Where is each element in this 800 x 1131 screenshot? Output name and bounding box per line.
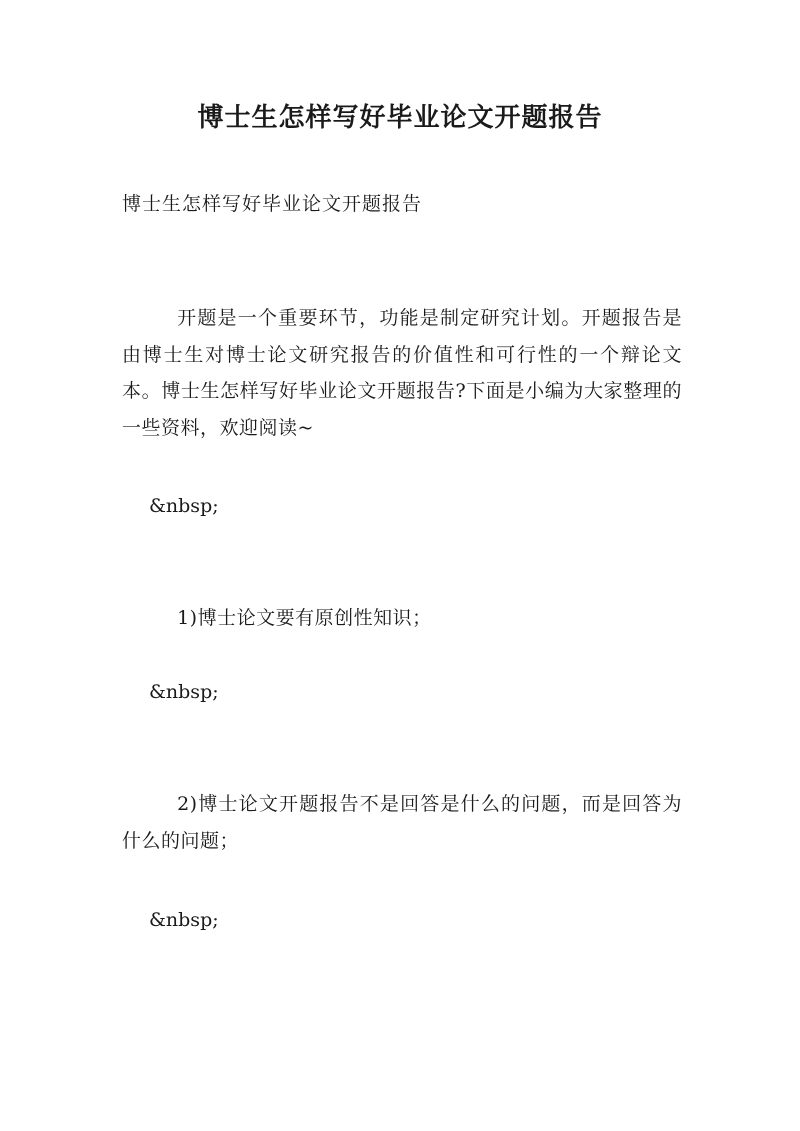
nbsp-placeholder-text: &nbsp; (149, 681, 219, 703)
document-subtitle: 博士生怎样写好毕业论文开题报告 (122, 193, 423, 215)
nbsp-placeholder-text: &nbsp; (149, 495, 219, 517)
intro-paragraph: 开题是一个重要环节，功能是制定研究计划。开题报告是由博士生对博士论文研究报告的价值性和可行性的一个辩论文本。博士生怎样写好毕业论文开题报告?下面是小编为大家整理的一些资料，欢迎阅读~ (122, 307, 682, 439)
point-1-paragraph: 1)博士论文要有原创性知识； (177, 607, 432, 629)
point-2-paragraph: 2)博士论文开题报告不是回答是什么的问题，而是回答为什么的问题； (122, 793, 682, 852)
document-title: 博士生怎样写好毕业论文开题报告 (197, 103, 603, 133)
nbsp-placeholder-text: &nbsp; (149, 909, 219, 931)
